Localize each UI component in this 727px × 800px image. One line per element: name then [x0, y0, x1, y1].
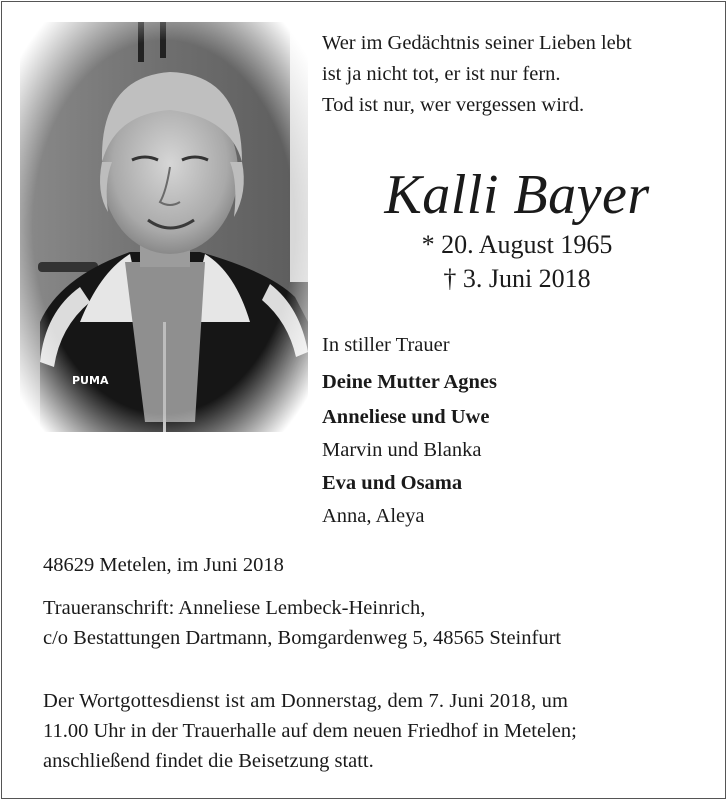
service-line: anschließend findet die Beisetzung statt. — [43, 750, 374, 772]
mourner-couple: Anneliese und Uwe — [322, 406, 490, 428]
quote-line: Wer im Gedächtnis seiner Lieben lebt — [322, 32, 632, 54]
service-line: 11.00 Uhr in der Trauerhalle auf dem neuen Friedhof in Metelen; — [43, 720, 577, 742]
quote — [322, 28, 717, 121]
death-date: † 3. Juni 2018 — [443, 264, 591, 293]
mourner-mother: Deine Mutter Agnes — [322, 371, 497, 393]
mourner-couple: Eva und Osama — [322, 472, 463, 494]
service-line: Der Wortgottesdienst ist am Donnerstag, dem 7. Juni 2018, um — [43, 690, 569, 712]
mourner-children: Marvin und Blanka — [322, 439, 482, 461]
portrait-photo — [20, 22, 308, 432]
quote-line: Tod ist nur, wer vergessen wird. — [322, 94, 585, 116]
birth-date: * 20. August 1965 — [421, 230, 613, 259]
mourning-intro: In stiller Trauer — [322, 334, 450, 356]
quote-line: ist ja nicht tot, er ist nur fern. — [322, 63, 561, 85]
mourning-address — [43, 593, 713, 653]
address-line: c/o Bestattungen Dartmann, Bomgardenweg 5, 48565 Steinfurt — [43, 627, 562, 649]
deceased-name: Kalli Bayer — [384, 164, 650, 226]
life-dates — [322, 228, 712, 296]
place-date: 48629 Metelen, im Juni 2018 — [43, 554, 284, 576]
mourners-list — [322, 330, 717, 532]
address-line: Traueranschrift: Anneliese Lembeck-Heinrich, — [43, 597, 426, 619]
quote-block — [322, 28, 717, 121]
mourner-children: Anna, Aleya — [322, 505, 425, 527]
service-info — [43, 686, 713, 776]
